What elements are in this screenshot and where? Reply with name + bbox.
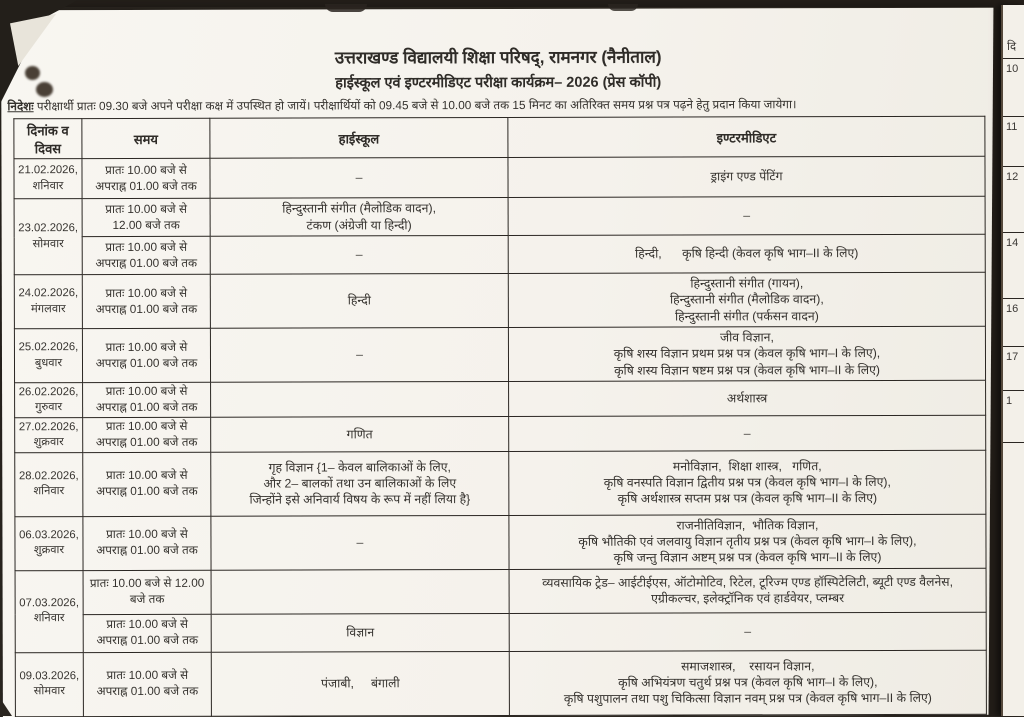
table-row <box>15 415 986 452</box>
intermediate-subjects-cell: हिन्दी, कृषि हिन्दी (केवल कृषि भाग–II के लिए) <box>508 234 985 273</box>
table-row <box>15 612 986 653</box>
time-cell: प्रातः 10.00 बजे से 12.00 बजे तक <box>82 198 210 236</box>
intermediate-subjects-cell: ड्राइंग एण्ड पेंटिंग <box>508 156 985 197</box>
adjacent-page-date-fragment: 10 <box>1003 59 1024 117</box>
date-cell: 28.02.2026, शनिवार <box>15 452 83 516</box>
adjacent-page-date-fragment: 12 <box>1003 167 1024 233</box>
highschool-subjects-cell: पंजाबी, बंगाली <box>211 651 509 716</box>
date-cell: 21.02.2026, शनिवार <box>14 159 82 199</box>
table-row <box>14 272 985 329</box>
intermediate-subjects-cell: मनोविज्ञान, शिक्षा शास्त्र, गणित, कृषि वनस्पति विज्ञान द्वितीय प्रश्न पत्र (केवल कृषि भाग–I के लिए), कृषि अर्थशास्त्र सप्तम प्रश्न पत्र (केवल कृषि भाग–II के लिए) <box>509 450 986 515</box>
date-cell: 25.02.2026, बुधवार <box>14 329 82 383</box>
highschool-subjects-cell: – <box>210 157 508 198</box>
date-cell: 26.02.2026, गुरुवार <box>15 383 83 418</box>
time-cell: प्रातः 10.00 बजे से अपराह्न 01.00 बजे तक <box>82 236 210 274</box>
highschool-subjects-cell: हिन्दी <box>210 273 508 328</box>
date-cell: 24.02.2026, मंगलवार <box>14 275 82 329</box>
intermediate-subjects-cell: – <box>509 612 986 651</box>
table-row <box>14 156 985 199</box>
date-cell: 07.03.2026, शनिवार <box>15 570 83 652</box>
time-cell: प्रातः 10.00 बजे से अपराह्न 01.00 बजे तक <box>83 652 211 716</box>
adjacent-page-date-fragment: 14 <box>1003 233 1024 299</box>
adjacent-page-date-fragment: 1 <box>1003 391 1024 443</box>
highschool-subjects-cell: – <box>210 327 508 382</box>
time-cell: प्रातः 10.00 बजे से अपराह्न 01.00 बजे तक <box>83 614 211 652</box>
punch-hole-mark <box>36 82 53 97</box>
photo-background-top-edge <box>0 0 1024 7</box>
header-highschool: हाईस्कूल <box>210 117 508 158</box>
time-cell: प्रातः 10.00 बजे से अपराह्न 01.00 बजे तक <box>82 158 210 198</box>
adjacent-page-header-fragment: दि <box>1003 5 1024 59</box>
date-cell: 27.02.2026, शुक्रवार <box>15 417 83 452</box>
time-cell: प्रातः 10.00 बजे से अपराह्न 01.00 बजे तक <box>82 274 210 328</box>
table-row <box>14 326 985 383</box>
table-row <box>14 234 985 275</box>
time-cell: प्रातः 10.00 बजे से 12.00 बजे तक <box>83 570 211 614</box>
highschool-subjects-cell: विज्ञान <box>211 613 509 652</box>
table-header-row <box>14 116 985 159</box>
highschool-subjects-cell: गृह विज्ञान {1– केवल बालिकाओं के लिए, और 2– बालकों तथा उन बालिकाओं के लिए जिन्होंने इसे अनिवार्य विषय के रूप में नहीं लिया है} <box>211 451 509 516</box>
table-row <box>15 650 986 717</box>
header-date: दिनांक व दिवस <box>14 119 82 159</box>
header-time: समय <box>82 118 210 158</box>
intermediate-subjects-cell: राजनीतिविज्ञान, भौतिक विज्ञान, कृषि भौतिकी एवं जलवायु विज्ञान तृतीय प्रश्न पत्र (केवल कृषि भाग–I के लिए), कृषि जन्तु विज्ञान अष्टम् प्रश्न पत्र (केवल कृषि भाग–II के लिए) <box>509 514 986 569</box>
page-subtitle: हाईस्कूल एवं इण्टरमीडिएट परीक्षा कार्यक्रम– 2026 (प्रेस कॉपी) <box>335 74 662 92</box>
intermediate-subjects-cell: – <box>508 196 985 235</box>
document-page <box>1 8 997 717</box>
highschool-subjects-cell: गणित <box>211 416 509 452</box>
table-row <box>14 196 985 237</box>
header-intermediate: इण्टरमीडिएट <box>508 116 985 157</box>
time-cell: प्रातः 10.00 बजे से अपराह्न 01.00 बजे तक <box>82 328 210 382</box>
page-title: उत्तराखण्ड विद्यालयी शिक्षा परिषद्, रामनगर (नैनीताल) <box>334 47 662 68</box>
intermediate-subjects-cell: समाजशास्त्र, रसायन विज्ञान, कृषि अभियंत्रण चतुर्थ प्रश्न पत्र (केवल कृषि भाग–I के लिए), कृषि पशुपालन तथा पशु चिकित्सा विज्ञान नवम् प्रश्न पत्र (केवल कृषि भाग–II के लिए) <box>509 650 986 715</box>
highschool-subjects-cell: – <box>210 235 508 274</box>
time-cell: प्रातः 10.00 बजे से अपराह्न 01.00 बजे तक <box>83 516 211 570</box>
time-cell: प्रातः 10.00 बजे से अपराह्न 01.00 बजे तक <box>83 452 211 516</box>
time-cell: प्रातः 10.00 बजे से अपराह्न 01.00 बजे तक <box>83 417 211 452</box>
edge-smudge <box>608 4 638 11</box>
adjacent-page-date-fragment: 11 <box>1003 117 1024 167</box>
adjacent-page-date-fragment: 16 <box>1003 299 1024 347</box>
intermediate-subjects-cell: – <box>509 415 986 451</box>
highschool-subjects-cell <box>211 381 509 417</box>
adjacent-page-date-fragment: 17 <box>1003 347 1024 391</box>
intermediate-subjects-cell: जीव विज्ञान, कृषि शस्य विज्ञान प्रथम प्रश्न पत्र (केवल कृषि भाग–I के लिए), कृषि शस्य विज्ञान षष्टम प्रश्न पत्र (केवल कृषि भाग–II के लिए) <box>508 326 985 381</box>
punch-hole-mark <box>25 66 40 80</box>
table-row <box>15 450 986 517</box>
instruction-line <box>7 96 991 115</box>
date-cell: 09.03.2026, सोमवार <box>15 652 83 716</box>
edge-smudge <box>325 4 367 12</box>
adjacent-page-edge <box>1001 5 1024 716</box>
table-row <box>15 380 986 417</box>
table-row <box>15 568 986 615</box>
intermediate-subjects-cell: अर्थशास्त्र <box>509 380 986 416</box>
time-cell: प्रातः 10.00 बजे से अपराह्न 01.00 बजे तक <box>83 382 211 417</box>
highschool-subjects-cell: – <box>211 515 509 570</box>
highschool-subjects-cell <box>211 569 509 614</box>
highschool-subjects-cell: हिन्दुस्तानी संगीत (मैलोडिक वादन), टंकण (अंग्रेजी या हिन्दी) <box>210 197 508 236</box>
intermediate-subjects-cell: हिन्दुस्तानी संगीत (गायन), हिन्दुस्तानी संगीत (मैलोडिक वादन), हिन्दुस्तानी संगीत (पर्कसन वादन) <box>508 272 985 327</box>
intermediate-subjects-cell: व्यवसायिक ट्रेड– आईटीईएस, ऑटोमोटिव, रिटेल, टूरिज्म एण्ड हॉस्पिटेलिटी, ब्यूटी एण्ड वैलनेस, एग्रीकल्चर, इलेक्ट्रॉनिक एवं हार्डवेयर, प्लम्बर <box>509 568 986 613</box>
date-cell: 23.02.2026, सोमवार <box>14 199 82 275</box>
exam-schedule-table <box>13 116 987 717</box>
date-cell: 06.03.2026, शुक्रवार <box>15 516 83 570</box>
instruction-label: निदेशः <box>7 99 34 114</box>
instruction-text: परीक्षार्थी प्रातः 09.30 बजे अपने परीक्षा कक्ष में उपस्थित हो जायें। परीक्षार्थियों को 09.45 बजे से 10.00 बजे तक 15 मिनट का अतिरिक्त समय प्रश्न पत्र पढ़ने हेतु प्रदान किया जायेगा। <box>33 97 797 114</box>
table-row <box>15 514 986 571</box>
